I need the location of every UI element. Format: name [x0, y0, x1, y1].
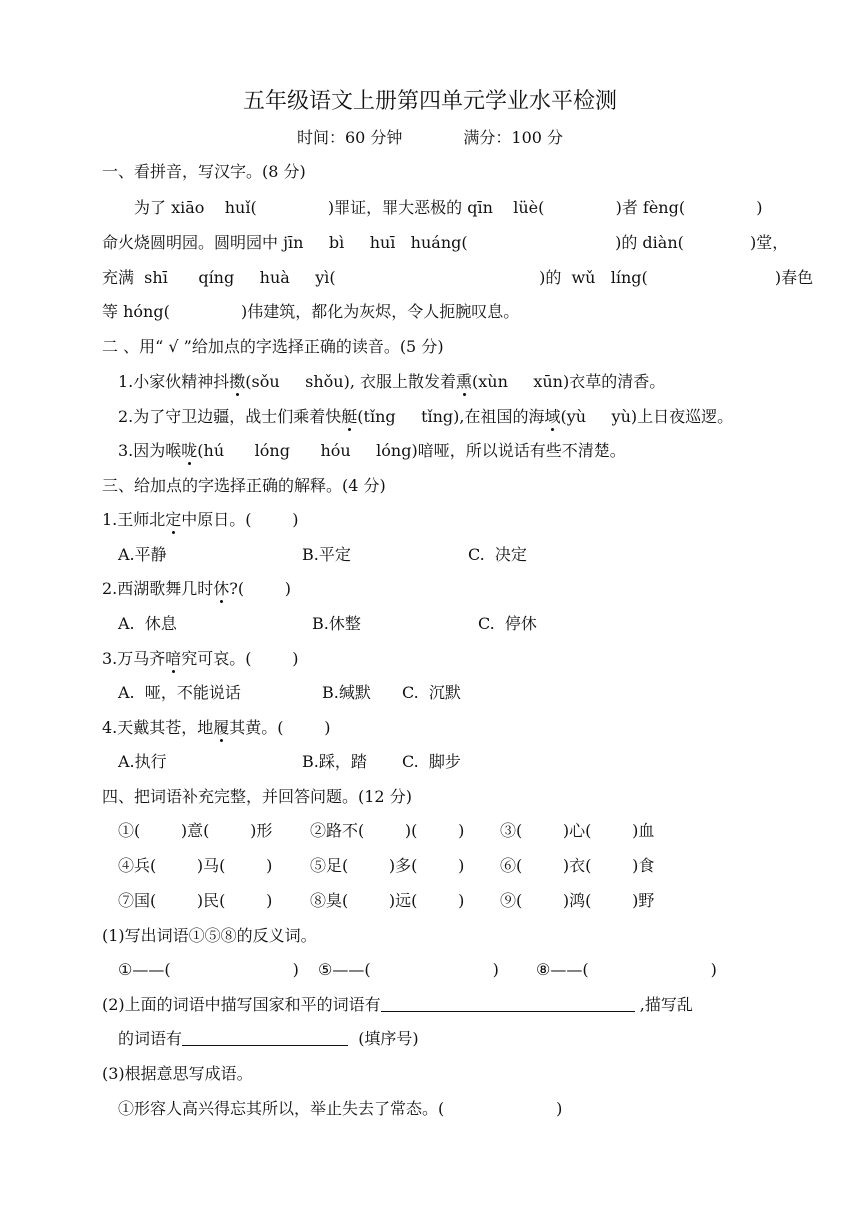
- s4-part-2: (2)上面的词语中描写国家和平的词语有 ,描写乱: [102, 995, 693, 1014]
- s3-q2-option-b: B.休整: [312, 614, 361, 633]
- dotted-char: 定: [165, 510, 182, 529]
- dotted-char: 休: [213, 579, 230, 598]
- s3-q3-option-c: C. 沉默: [402, 683, 461, 702]
- idiom-9: ⑨( )鸿( )野: [500, 891, 655, 910]
- s3-q4-option-c: C. 脚步: [402, 752, 461, 771]
- section-1-heading: 一、看拼音，写汉字。(8 分): [102, 162, 306, 181]
- answer-blank[interactable]: [381, 995, 635, 1012]
- s3-question-2: 2.西湖歌舞几时休?( ): [102, 579, 292, 598]
- idiom-2: ②路不( )( ): [310, 821, 465, 840]
- s3-q3-option-a: A. 哑，不能说话: [118, 683, 241, 702]
- section-2-heading: 二 、用“ √ ”给加点的字选择正确的读音。(5 分): [102, 337, 444, 356]
- idiom-8: ⑧臭( )远( ): [310, 891, 465, 910]
- s1-line-2: 命火烧圆明园。圆明园中 jīn bì huī huáng( )的 diàn( )堂，: [102, 233, 789, 252]
- s3-q1-option-c: C. 决定: [468, 545, 527, 564]
- s3-q1-option-b: B.平定: [302, 545, 351, 564]
- s4-part-2-cont: 的词语有 (填序号): [118, 1029, 419, 1048]
- page-title: 五年级语文上册第四单元学业水平检测: [242, 89, 617, 114]
- s4-part-3-item-1: ①形容人高兴得忘其所以，举止失去了常态。( ): [118, 1099, 563, 1118]
- idiom-6: ⑥( )衣( )食: [500, 856, 655, 875]
- s3-q2-option-a: A. 休息: [118, 614, 177, 633]
- dotted-char: 熏: [456, 372, 473, 391]
- section-4-heading: 四、把词语补充完整，并回答问题。(12 分): [102, 787, 412, 806]
- section-3-heading: 三、给加点的字选择正确的解释。(4 分): [102, 476, 386, 495]
- idiom-5: ⑤足( )多( ): [310, 856, 465, 875]
- s2-question-3: 3.因为喉咙(hú lóng hóu lóng)喑哑，所以说话有些不清楚。: [118, 441, 626, 460]
- s3-q3-option-b: B.缄默: [322, 683, 371, 702]
- s4-part-1: (1)写出词语①⑤⑧的反义词。: [102, 926, 317, 945]
- answer-blank[interactable]: [182, 1029, 348, 1046]
- dotted-char: 擞: [229, 372, 246, 391]
- s1-line-3: 充满 shī qíng huà yì( )的 wǔ líng( )春色: [102, 268, 814, 287]
- idiom-1: ①( )意( )形: [118, 821, 273, 840]
- s3-question-3: 3.万马齐喑究可哀。( ): [102, 649, 299, 668]
- antonym-5: ⑤——( ): [318, 960, 499, 979]
- s1-line-4: 等 hóng( )伟建筑，都化为灰烬，令人扼腕叹息。: [102, 302, 520, 321]
- antonym-1: ①——( ): [118, 960, 299, 979]
- s3-question-1: 1.王师北定中原日。( ): [102, 510, 299, 529]
- s2-question-1: 1.小家伙精神抖擞(sǒu shǒu), 衣服上散发着熏(xùn xūn)衣草的清香。: [118, 372, 666, 391]
- idiom-7: ⑦国( )民( ): [118, 891, 273, 910]
- s3-q2-option-c: C. 停休: [478, 614, 537, 633]
- s2-question-2: 2.为了守卫边疆，战士们乘着快艇(tǐng tǐng),在祖国的海域(yù yù)上日夜巡逻。: [118, 407, 734, 426]
- exam-time-and-score: 时间：60 分钟 满分：100 分: [296, 128, 564, 147]
- dotted-char: 域: [544, 407, 561, 426]
- idiom-4: ④兵( )马( ): [118, 856, 273, 875]
- dotted-char: 履: [213, 718, 230, 737]
- dotted-char: 艇: [341, 407, 358, 426]
- antonym-8: ⑧——( ): [536, 960, 717, 979]
- s3-q4-option-b: B.踩，踏: [302, 752, 367, 771]
- s1-line-1: 为了 xiāo huǐ( )罪证，罪大恶极的 qīn lüè( )者 fèng( ): [134, 198, 763, 217]
- s3-question-4: 4.天戴其苍，地履其黄。( ): [102, 718, 331, 737]
- s3-q4-option-a: A.执行: [118, 752, 167, 771]
- dotted-char: 咙: [181, 441, 198, 460]
- s4-part-3: (3)根据意思写成语。: [102, 1064, 253, 1083]
- s3-q1-option-a: A.平静: [118, 545, 167, 564]
- idiom-3: ③( )心( )血: [500, 821, 655, 840]
- dotted-char: 喑: [165, 649, 182, 668]
